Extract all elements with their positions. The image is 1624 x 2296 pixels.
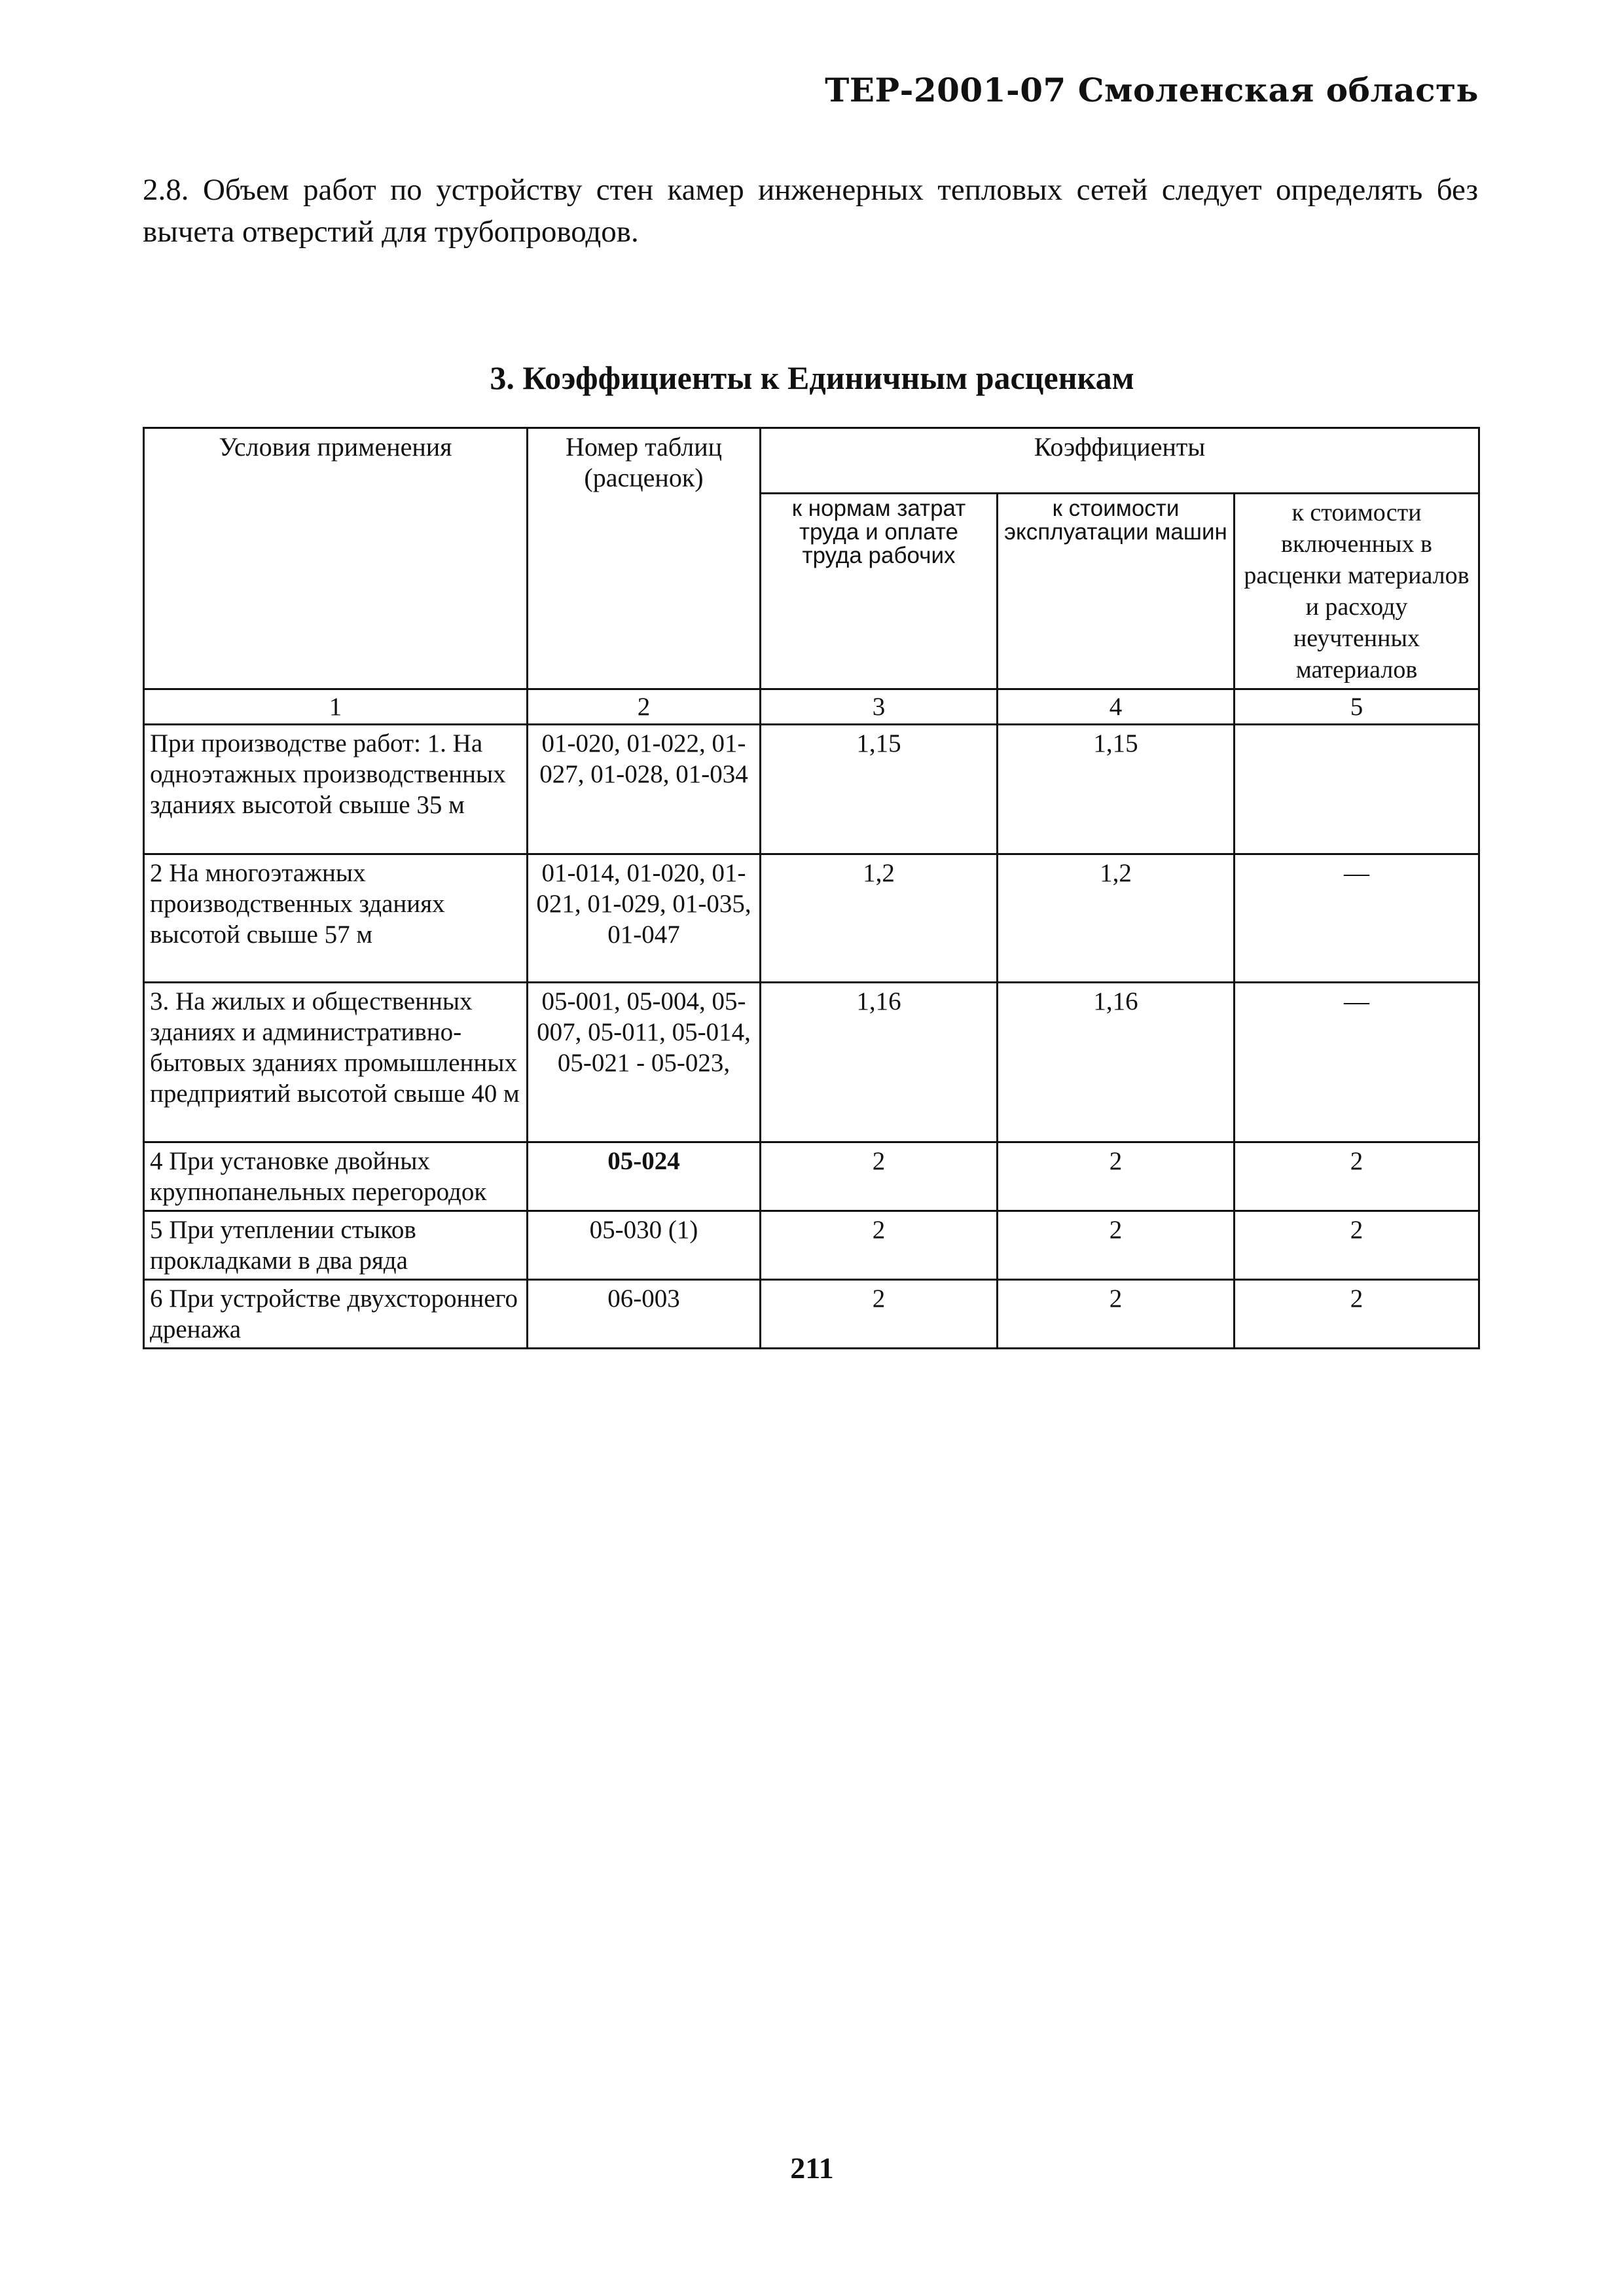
table-row — [144, 1280, 1479, 1349]
row-materials: 2 — [1235, 1280, 1479, 1349]
section-title: 3. Коэффициенты к Единичным расценкам — [490, 359, 1134, 396]
row-condition: 5 При утеплении стыков прокладками в два ряда — [144, 1211, 528, 1280]
row-labor: 2 — [761, 1142, 998, 1211]
row-machines: 1,15 — [998, 725, 1235, 854]
row-machines: 2 — [998, 1142, 1235, 1211]
column-number: 2 — [528, 689, 761, 725]
row-materials: — — [1235, 854, 1479, 983]
row-condition: При производстве работ: 1. На одноэтажных производственных зданиях высотой свыше 35 м — [144, 725, 528, 854]
row-machines: 2 — [998, 1211, 1235, 1280]
row-labor: 2 — [761, 1211, 998, 1280]
row-tables: 05-024 — [528, 1142, 761, 1211]
row-condition: 6 При устройстве двухстороннего дренажа — [144, 1280, 528, 1349]
paragraph-number: 2.8. — [143, 173, 189, 207]
row-materials: 2 — [1235, 1211, 1479, 1280]
table-row — [144, 1142, 1479, 1211]
row-labor: 1,2 — [761, 854, 998, 983]
row-condition: 4 При установке двойных крупнопанельных перегородок — [144, 1142, 528, 1211]
column-number: 5 — [1235, 689, 1479, 725]
row-tables: 05-001, 05-004, 05-007, 05-011, 05-014, 05-021 - 05-023, — [528, 983, 761, 1142]
row-materials: — — [1235, 983, 1479, 1142]
row-tables: 01-020, 01-022, 01-027, 01-028, 01-034 — [528, 725, 761, 854]
page-number: 211 — [790, 2151, 834, 2185]
row-condition: 3. На жилых и общественных зданиях и административно-бытовых зданиях промышленных предприятий высотой свыше 40 м — [144, 983, 528, 1142]
row-condition: 2 На многоэтажных производственных зданиях высотой свыше 57 м — [144, 854, 528, 983]
row-labor: 2 — [761, 1280, 998, 1349]
table-header-row — [144, 428, 1479, 494]
row-tables: 06-003 — [528, 1280, 761, 1349]
table-row — [144, 1211, 1479, 1280]
paragraph-2-8 — [143, 169, 1478, 253]
row-materials — [1235, 725, 1479, 854]
header-labor: к нормам затрат труда и оплате труда рабочих — [761, 494, 998, 689]
row-tables: 01-014, 01-020, 01-021, 01-029, 01-035, 01-047 — [528, 854, 761, 983]
row-machines: 1,16 — [998, 983, 1235, 1142]
paragraph-text: Объем работ по устройству стен камер инженерных тепловых сетей следует определять без вычета отверстий для трубопроводов. — [143, 173, 1479, 249]
column-number: 1 — [144, 689, 528, 725]
row-labor: 1,16 — [761, 983, 998, 1142]
column-numbers-row — [144, 689, 1479, 725]
header-machines: к стоимости эксплуатации машин — [998, 494, 1235, 689]
row-tables: 05-030 (1) — [528, 1211, 761, 1280]
table-row — [144, 725, 1479, 854]
column-number: 3 — [761, 689, 998, 725]
row-machines: 2 — [998, 1280, 1235, 1349]
table-row — [144, 983, 1479, 1142]
header-coefficients: Коэффициенты — [761, 428, 1479, 494]
header-materials: к стоимости включенных в расценки материалов и расходу неучтенных материалов — [1235, 494, 1479, 689]
document-header: ТЕР-2001-07 Смоленская область — [825, 71, 1479, 109]
row-materials: 2 — [1235, 1142, 1479, 1211]
row-machines: 1,2 — [998, 854, 1235, 983]
table-row — [144, 854, 1479, 983]
coefficients-table — [143, 427, 1480, 1349]
header-conditions: Условия применения — [144, 428, 528, 689]
row-labor: 1,15 — [761, 725, 998, 854]
header-table-numbers: Номер таблиц (расценок) — [528, 428, 761, 689]
column-number: 4 — [998, 689, 1235, 725]
